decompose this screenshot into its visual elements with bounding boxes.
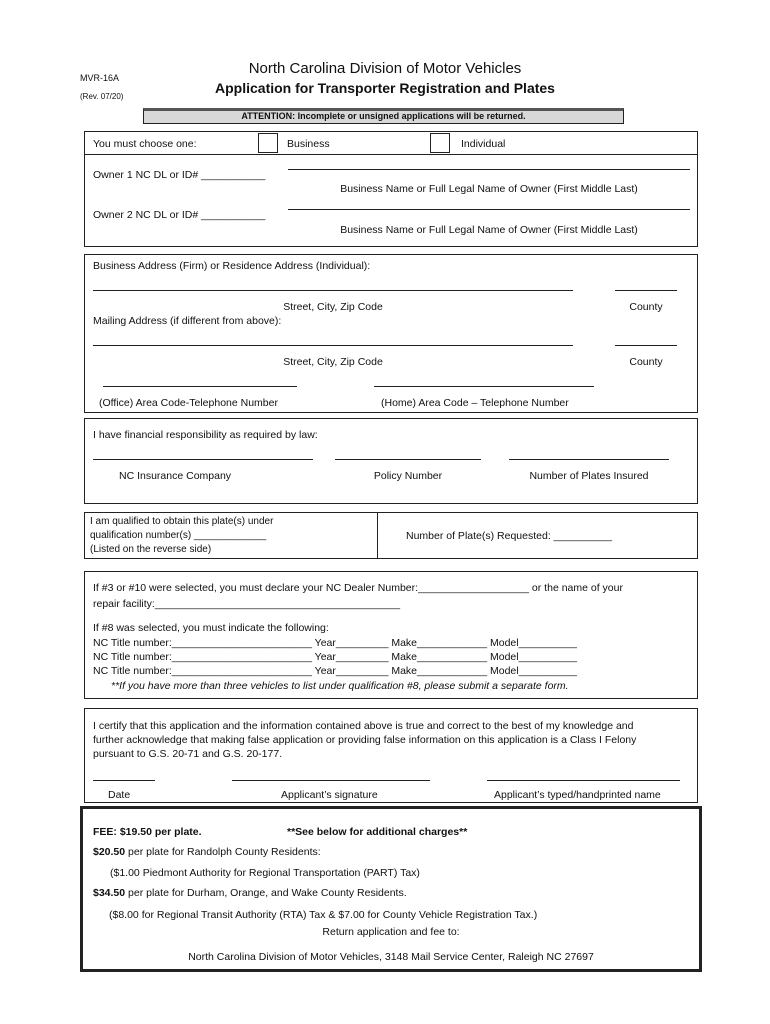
title-row-3[interactable]: NC Title number:________________________ Year_________ Make____________ Model__________ [93,665,578,677]
signature-caption: Applicant’s signature [281,789,378,801]
attention-banner [143,108,624,124]
certify-line2: further acknowledge that making false application or providing false information on this application is a Class I Felony [93,734,637,746]
title-row-2[interactable]: NC Title number:________________________ Year_________ Make____________ Model__________ [93,651,578,663]
qualification-number-field[interactable]: qualification number(s) _____________ [90,530,267,541]
plates-insured-caption: Number of Plates Insured [529,470,649,482]
business-county-line[interactable] [615,290,677,291]
owner2-dl-field[interactable]: Owner 2 NC DL or ID# ___________ [93,209,266,221]
certify-line3: pursuant to G.S. 20-71 and G.S. 20-177. [93,748,283,760]
rta-tax-text: ($8.00 for Regional Transit Authority (RTA) Tax & $7.00 for County Vehicle Registration Tax.) [109,909,538,921]
date-line[interactable] [93,780,155,781]
durham-text: per plate for Durham, Orange, and Wake County Residents. [125,887,407,899]
divider [84,154,698,155]
office-phone-caption: (Office) Area Code-Telephone Number [99,397,278,409]
vehicle-limit-note: **If you have more than three vehicles to list under qualification #8, please submit a separate form. [111,680,569,692]
durham-fee [93,887,407,899]
plates-insured-line[interactable] [509,459,669,460]
mailing-county-line[interactable] [615,345,677,346]
owner2-name-line[interactable] [288,209,690,210]
business-address-label: Business Address (Firm) or Residence Address (Individual): [93,260,371,272]
policy-number-caption: Policy Number [373,470,443,482]
revision-date: (Rev. 07/20) [80,92,124,101]
dealer-number-field[interactable]: If #3 or #10 were selected, you must declare your NC Dealer Number:___________________ or the name of your [93,582,623,594]
choose-label: You must choose one: [93,138,197,150]
office-phone-line[interactable] [103,386,297,387]
fee-text: FEE: $19.50 per plate. [93,826,202,838]
mailing-street-caption: Street, City, Zip Code [283,356,383,368]
mailing-address-line[interactable] [93,345,573,346]
randolph-amount: $20.50 [93,846,126,858]
owner1-name-line[interactable] [288,169,690,170]
printed-name-line[interactable] [487,780,680,781]
qualification-divider [377,512,378,559]
policy-number-line[interactable] [335,459,481,460]
insurance-company-caption: NC Insurance Company [119,470,232,482]
repair-facility-field[interactable]: repair facility:__________________________________________ [93,598,401,610]
qualification8-label: If #8 was selected, you must indicate the following: [93,622,329,634]
randolph-text: per plate for Randolph County Residents: [125,846,321,858]
business-option-label: Business [287,138,330,150]
durham-amount: $34.50 [93,887,126,899]
insurance-label: I have financial responsibility as required by law: [93,429,318,441]
address-section [84,254,698,413]
agency-name: North Carolina Division of Motor Vehicles [248,60,522,77]
signature-line[interactable] [232,780,430,781]
plates-requested-field[interactable]: Number of Plate(s) Requested: __________ [406,530,613,542]
certify-line1: I certify that this application and the information contained above is true and correct to the best of my knowledge and [93,720,634,732]
printed-name-caption: Applicant’s typed/handprinted name [494,789,661,801]
owner1-dl-field[interactable]: Owner 1 NC DL or ID# ___________ [93,169,266,181]
mailing-address-label: Mailing Address (if different from above): [93,315,282,327]
owner2-name-caption: Business Name or Full Legal Name of Owner (First Middle Last) [340,224,638,236]
individual-option-label: Individual [461,138,506,150]
street-caption: Street, City, Zip Code [283,301,383,313]
date-caption: Date [108,789,131,801]
randolph-fee [93,846,321,858]
part-tax-text: ($1.00 Piedmont Authority for Regional Transportation (PART) Tax) [110,867,420,879]
title-row-1[interactable]: NC Title number:________________________ Year_________ Make____________ Model__________ [93,637,578,649]
home-phone-caption: (Home) Area Code – Telephone Number [381,397,569,409]
additional-charges-note: **See below for additional charges** [287,826,468,838]
form-number: MVR-16A [80,73,120,83]
qualification-line1: I am qualified to obtain this plate(s) under [90,516,274,527]
county-caption: County [629,301,663,313]
home-phone-line[interactable] [374,386,594,387]
mailing-destination: North Carolina Division of Motor Vehicles, 3148 Mail Service Center, Raleigh NC 27697 [188,951,594,963]
business-checkbox[interactable] [258,133,278,153]
business-address-line[interactable] [93,290,573,291]
insurance-company-line[interactable] [93,459,313,460]
return-instructions: Return application and fee to: [322,926,460,938]
individual-checkbox[interactable] [430,133,450,153]
qualification-line3: (Listed on the reverse side) [90,544,212,555]
page-title: Application for Transporter Registration and Plates [215,80,555,96]
owner1-name-caption: Business Name or Full Legal Name of Owner (First Middle Last) [340,183,638,195]
attention-text: ATTENTION: Incomplete or unsigned applications will be returned. [241,111,526,121]
mailing-county-caption: County [629,356,663,368]
